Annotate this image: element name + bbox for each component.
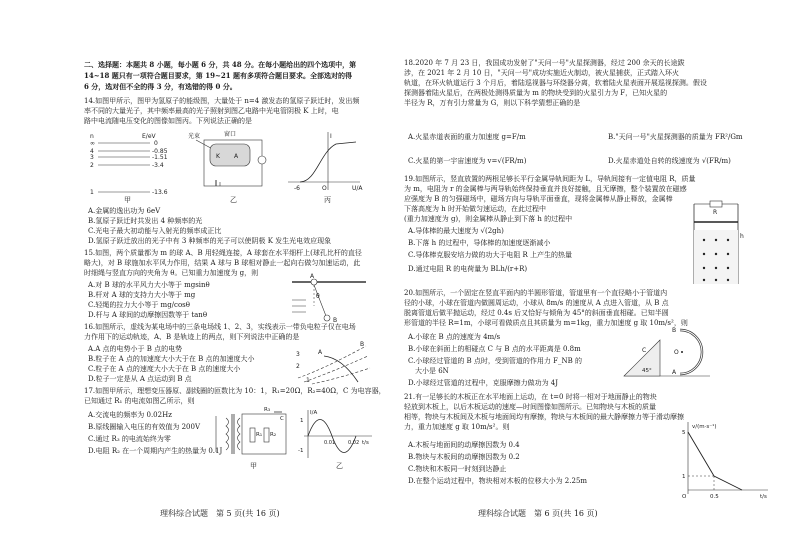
negative-peak-label: -1 — [298, 448, 304, 454]
v1-label: 1 — [682, 474, 686, 480]
line-3-label: 3 — [296, 351, 300, 358]
fig-jia-label: 甲 — [124, 196, 131, 204]
q21-option-a: A.木板与地面间的动摩擦因数为 0.4 — [408, 441, 520, 449]
q14-stem-3: 路中电流随电压变化的图像如图丙。下列说法正确的是 — [84, 117, 252, 125]
q20-option-d: D.小球经过管道的过程中，克服摩擦力做功为 4J — [408, 379, 559, 387]
origin-label: O — [322, 185, 327, 192]
q15-stem-1: 15.如图，两个质量都为 m 的球 A、B 用轻绳连接，A 球套在水平细杆上(球孔比杆的直径 — [84, 249, 362, 257]
r3-label: R₃ — [264, 407, 271, 413]
center-label: O — [674, 349, 679, 356]
t1-label: 0.01 — [324, 440, 336, 446]
level-3-n: 3 — [90, 154, 94, 161]
q15-option-b: B.杆对 A 球的支持力大小等于 mg — [88, 291, 196, 299]
q21-stem-2: 轻放到木板上，以后木板运动的速度—时间图像如图所示。已知物块与木板的质量 — [404, 403, 656, 411]
secondary-coil — [238, 418, 241, 450]
q18-option-d: D.火星赤道处自转的线速度为 √(FR/m) — [608, 157, 731, 165]
v-axis-label: v/(m·s⁻¹) — [692, 424, 717, 430]
level-4-e: -0.85 — [152, 148, 168, 155]
q14-option-c: C.光电子最大初动能与入射光的频率成正比 — [88, 227, 222, 235]
q18-stem-2: 涉，在 2021 年 2 月 10 日，"天问一号"成功实施近火制动，被火星捕获，正式踏入环火 — [404, 69, 679, 77]
fig-yi-label: 乙 — [336, 462, 343, 470]
infinity-label: ∞ — [90, 140, 95, 147]
level-2-n: 2 — [90, 162, 94, 169]
zero-label: 0 — [154, 140, 158, 147]
q18-option-a: A.火星赤道表面的重力加速度 g=F/m — [408, 133, 526, 141]
fig-jia-label: 甲 — [250, 462, 257, 470]
e-axis-label: E/eV — [142, 133, 156, 140]
q17-figures — [212, 406, 376, 476]
q21-option-c: C.物块和木板同一时刻到达静止 — [408, 465, 507, 473]
q19-option-c: C.导体棒克服安培力做的功大于电阻 R 上产生的热量 — [408, 251, 573, 259]
q19-figure — [688, 198, 748, 288]
right-footer: 理科综合试题 第 6 页(共 16 页) — [478, 509, 598, 518]
q21-option-b: B.物块与木板间的动摩擦因数为 0.2 — [408, 453, 520, 461]
q16-option-a: A.A 点的电势小于 B 点的电势 — [88, 345, 183, 353]
q15-option-a: A.对 B 球的水平风力大小等于 mgsinθ — [88, 281, 210, 289]
current-time-graph — [298, 410, 372, 470]
right-page — [398, 0, 778, 550]
n-axis-label: n — [90, 133, 94, 140]
q18-option-b: B."天问一号"火星探测器的质量为 FR²/Gm — [608, 133, 743, 141]
q14-figures — [84, 130, 384, 202]
height-label: h — [740, 233, 744, 240]
fig-yi-label: 乙 — [230, 196, 237, 204]
q19-stem-5: (重力加速度为 g)，则金属棒从静止到下落 h 的过程中 — [404, 215, 573, 223]
current-voltage-graph — [288, 132, 363, 204]
board-velocity-line — [688, 432, 742, 490]
q18-stem-1: 18.2020 年 7 月 23 日，我国成功发射了"天问一号"火星探测器，经过 200 余天的长途跋 — [404, 59, 685, 67]
point-a-label: A — [672, 369, 677, 376]
theta-label: θ — [316, 293, 320, 300]
q19-stem-4: 下落高度为 h 时开始做匀速运动，在此过程中 — [404, 205, 546, 213]
current-axis-label: I — [330, 133, 332, 140]
v0-label: 5 — [682, 430, 686, 436]
anode-label: A — [234, 153, 239, 160]
q16-option-b: B.粒子在 A 点的加速度大小大于在 B 点的加速度大小 — [88, 355, 255, 363]
voltage-axis-label: U/A — [352, 185, 363, 192]
q14-option-d: D.氢原子跃迁放出的光子中有 3 种频率的光子可以使阴极 K 发生光电效应现象 — [88, 237, 332, 245]
light-beam-label: 光束 — [188, 133, 201, 140]
level-1-e: -13.6 — [152, 189, 168, 196]
q18-stem-3: 轨道，在环火轨道运行 3 个月后，着陆巡视器与环绕器分离，软着陆火星表面开展巡视探测。假设 — [404, 79, 707, 87]
q16-stem-2: 力作用下的运动轨迹，A、B 是轨迹上的两点，则下列说法中正确的是 — [84, 333, 300, 341]
resistor-r2 — [264, 428, 269, 442]
primary-coil — [226, 418, 229, 450]
q16-figure — [296, 338, 376, 384]
q16-option-d: D.粒子一定是从 A 点运动到 B 点 — [88, 375, 192, 383]
q20-figure — [620, 326, 716, 382]
q19-option-b: B.下落 h 的过程中，导体棒的加速度逐渐减小 — [408, 239, 551, 247]
q20-stem-3: 脱离管道后做平抛运动，经过 0.4s 后又恰好与倾角为 45°的斜面垂直相碰。已知半圆 — [404, 309, 669, 317]
current-axis-label: I/A — [310, 410, 318, 416]
q17-stem-2: 已知通过 R₁ 的电流如图乙所示，则 — [84, 397, 195, 405]
q20-stem-4: 形管道的半径 R=1m，小球可看做质点且其质量为 m=1kg，重力加速度 g 取 10m/s²，则 — [404, 319, 688, 327]
q14-stem-2: 率不同的大量光子，其中频率最高的光子照射到图乙电路中光电管阴极 K 上时，电 — [84, 107, 339, 115]
q17-stem-1: 17.如图甲所示，理想变压器原、副线圈的匝数比为 10：1，R₁=20Ω，R₂=40Ω，C 为电容器， — [84, 387, 386, 395]
ball-a-label: A — [310, 273, 315, 280]
q14-option-a: A.金属的逸出功为 6eV — [88, 207, 161, 215]
cathode-label: K — [216, 153, 220, 160]
q14-option-b: B.氢原子跃迁时共发出 4 种频率的光 — [88, 217, 203, 225]
time-axis-label: t/s — [362, 440, 369, 446]
q20-stem-2: 径的小球，小球在管道内做圆周运动，小球从 8m/s 的速度从 A 点进入管道，从 B 点 — [404, 299, 669, 307]
peak-label: 1 — [300, 418, 304, 424]
ball-b-label: B — [333, 317, 338, 324]
magnetic-field-region — [694, 230, 738, 284]
q15-figure — [290, 273, 370, 326]
q19-stem-3: 应强度为 B 的匀强磁场中，磁场方向与导轨平面垂直，现将金属棒从静止释放，金属棒 — [404, 195, 673, 203]
q15-option-c: C.轻绳的拉力大小等于 mg/cosθ — [88, 301, 190, 309]
window-label: 窗口 — [224, 131, 237, 138]
point-a-label: A — [318, 349, 323, 356]
line-1-label: 1 — [306, 377, 310, 384]
q21-stem-3: 相等，物块与木板间及木板与地面间均有摩擦，物块与木板间的最大静摩擦力等于滑动摩擦 — [404, 413, 684, 421]
q17-option-a: A.交流电的频率为 0.02Hz — [88, 411, 172, 419]
fig-bing-label: 丙 — [324, 196, 331, 204]
q18-stem-4: 探测器着陆火星后，在两极处测得质量为 m 的物块受到的火星引力为 F，已知火星的 — [404, 89, 668, 97]
q14-stem-1: 14.如图甲所示，图甲为氢原子的能级图，大量处于 n=4 激发态的氢原子跃迁时，发出频 — [84, 97, 360, 105]
q21-stem-1: 21.有一足够长的木板正在水平地面上运动，在 t=0 时将一相对于地面静止的物块 — [404, 393, 657, 401]
resistor-r — [710, 201, 722, 207]
left-footer: 理科综合试题 第 5 页(共 16 页) — [160, 509, 280, 518]
q15-option-d: D.杆与 A 球间的动摩擦因数等于 tanθ — [88, 311, 208, 319]
q16-option-c: C.粒子在 A 点的速度大小大于在 B 点的速度大小 — [88, 365, 241, 373]
level-3-e: -1.51 — [152, 154, 168, 161]
t1-label: 0.5 — [710, 494, 719, 500]
q15-stem-3: 时细绳与竖直方向的夹角为 θ。已知重力加速度为 g，则 — [84, 269, 259, 277]
q21-vt-graph — [680, 420, 772, 500]
point-b-label: B — [672, 327, 677, 334]
center-o — [681, 351, 683, 353]
q16-stem-1: 16.如图所示，虚线为某电场中的三条电场线 1、2、3，实线表示一带负电粒子仅在电场 — [84, 323, 356, 331]
left-page — [0, 0, 386, 550]
level-1-n: 1 — [90, 189, 94, 196]
q20-stem-1: 20.如图所示，一个固定在竖直平面内的半圆形管道，管道里有一个直径略小于管道内 — [404, 289, 668, 297]
transformer-circuit — [216, 407, 286, 470]
t2-label: 0.02 — [348, 440, 360, 446]
photo-tube-circuit — [188, 130, 266, 204]
origin-label: O — [682, 494, 687, 500]
point-c-label: C — [642, 347, 647, 354]
resistor-label: R — [713, 209, 718, 216]
q20-option-a: A.小球在 B 点的速度为 4m/s — [408, 333, 501, 341]
q21-stem-4: 力，重力加速度 g 取 10m/s²。则 — [404, 423, 510, 431]
q21-option-d: D.在整个运动过程中，物块相对木板的位移大小为 2.25m — [408, 477, 588, 485]
section-header-line-2: 14~18 题只有一项符合题目要求，第 19~21 题有多项符合题目要求。全部选对的得 — [84, 71, 353, 80]
energy-level-diagram — [90, 133, 168, 204]
angle-label: 45° — [642, 368, 652, 374]
q20-option-c: C.小球经过管道的 B 点时，受到管道的作用力 F_NB 的 — [408, 357, 583, 365]
q18-stem-5: 半径为 R，万有引力常量为 G，则以下科学猜想正确的是 — [404, 99, 581, 107]
level-2-e: -3.4 — [152, 162, 164, 169]
rope — [314, 285, 326, 316]
semicircular-tube — [680, 330, 702, 374]
q17-option-d: D.电阻 R₂ 在一个周期内产生的热量为 0.1J — [88, 447, 223, 455]
stopping-voltage-label: -6 — [294, 185, 300, 192]
t-axis-label: t/s — [760, 494, 767, 500]
level-4-n: 4 — [90, 148, 94, 155]
q19-stem-1: 19.如图所示，竖直放置的两根足够长平行金属导轨间距为 L，导轨间接有一定值电阻 R，质量 — [404, 175, 696, 183]
field-line-3 — [312, 368, 370, 384]
section-header-line-3: 6 分，选对但不全的得 3 分，有选错的得 0 分。 — [84, 82, 237, 91]
particle-trajectory — [324, 356, 358, 382]
q15-stem-2: 略大)，对 B 球施加水平风力作用，结果 A 球与 B 球相对静止一起向右做匀加速运动，此 — [84, 259, 361, 267]
line-2-label: 2 — [296, 363, 300, 370]
point-b-label: B — [360, 341, 365, 348]
q19-option-a: A.导体棒的最大速度为 √(2gh) — [408, 227, 504, 235]
q19-option-d: D.通过电阻 R 的电荷量为 BLh/(r+R) — [408, 265, 528, 273]
q20-option-b: B.小球在斜面上的相碰点 C 与 B 点的水平距离是 0.8m — [408, 345, 581, 353]
q17-option-b: B.原线圈输入电压的有效值为 200V — [88, 423, 201, 431]
ball-b — [324, 315, 330, 321]
r1-label: R₁ — [256, 432, 263, 438]
resistor-r1 — [250, 428, 255, 442]
section-header-line-1: 二、选择题：本题共 8 小题，每小题 6 分，共 48 分。在每小题给出的四个选项中，第 — [84, 60, 357, 69]
r2-label: R₂ — [270, 432, 277, 438]
capacitor-label: C — [280, 416, 284, 422]
q19-stem-2: 为 m，电阻为 r 的金属棒与两导轨始终保持垂直并良好接触，且无摩擦，整个装置放在磁感 — [404, 185, 687, 193]
q18-option-c: C.火星的第一宇宙速度为 v=√(FR/m) — [408, 157, 527, 165]
field-line-1 — [298, 346, 366, 378]
q17-option-c: C.通过 R₃ 的电流始终为零 — [88, 435, 171, 443]
q20-option-c-cont: 大小是 6N — [408, 367, 449, 375]
